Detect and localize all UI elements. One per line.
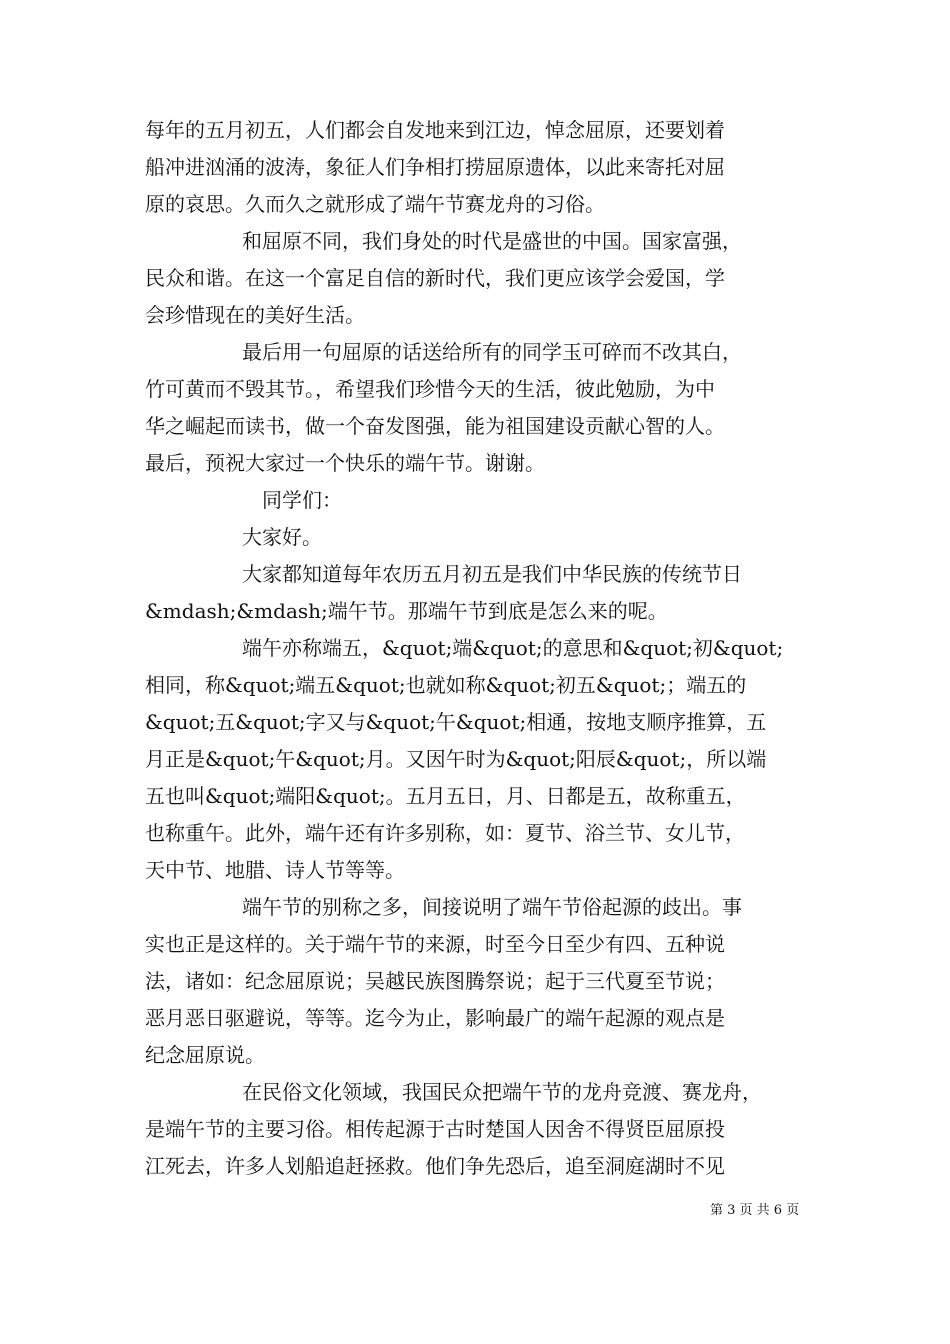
text-line: 恶月恶日驱避说，等等。迄今为止，影响最广的端午起源的观点是: [145, 1006, 725, 1030]
text-line: 最后用一句屈原的话送给所有的同学玉可碎而不改其白，: [242, 340, 742, 364]
text-line: 竹可黄而不毁其节。，希望我们珍惜今天的生活，彼此勉励，为中: [145, 377, 715, 401]
text-line: 端午亦称端五，&quot;端&quot;的意思和&quot;初&quot;: [242, 636, 784, 660]
text-line: 法，诸如：纪念屈原说；吴越民族图腾祭说；起于三代夏至节说；: [145, 969, 725, 993]
text-line: &quot;五&quot;字又与&quot;午&quot;相通，按地支顺序推算，五: [145, 710, 767, 734]
text-line: 和屈原不同，我们身处的时代是盛世的中国。国家富强，: [242, 229, 742, 253]
text-line: 实也正是这样的。关于端午节的来源，时至今日至少有四、五种说: [145, 932, 725, 956]
text-line: 在民俗文化领域，我国民众把端午节的龙舟竞渡、赛龙舟，: [242, 1080, 762, 1104]
text-line: 民众和谐。在这一个富足自信的新时代，我们更应该学会爱国，学: [145, 266, 725, 290]
text-line: 也称重午。此外，端午还有许多别称，如：夏节、浴兰节、女儿节，: [145, 821, 745, 845]
text-line: &mdash;&mdash;端午节。那端午节到底是怎么来的呢。: [145, 599, 668, 623]
text-line: 江死去，许多人划船追赶拯救。他们争先恐后，追至洞庭湖时不见: [145, 1154, 725, 1178]
text-line: 端午节的别称之多，间接说明了端午节俗起源的歧出。事: [242, 895, 742, 919]
text-line: 五也叫&quot;端阳&quot;。五月五日，月、日都是五，故称重五，: [145, 784, 746, 808]
document-body: [145, 112, 825, 1185]
page-number: 第 3 页 共 6 页: [710, 1203, 800, 1218]
text-line: 最后，预祝大家过一个快乐的端午节。谢谢。: [145, 451, 545, 475]
text-line: 是端午节的主要习俗。相传起源于古时楚国人因舍不得贤臣屈原投: [145, 1117, 725, 1141]
text-line: 会珍惜现在的美好生活。: [145, 303, 365, 327]
text-line: 华之崛起而读书，做一个奋发图强，能为祖国建设贡献心智的人。: [145, 414, 725, 438]
text-line: 每年的五月初五，人们都会自发地来到江边，悼念屈原，还要划着: [145, 118, 725, 142]
text-line: 大家都知道每年农历五月初五是我们中华民族的传统节日: [242, 562, 742, 586]
text-line: 原的哀思。久而久之就形成了端午节赛龙舟的习俗。: [145, 192, 605, 216]
text-line: 纪念屈原说。: [145, 1043, 265, 1067]
text-line: 同学们：: [262, 488, 342, 512]
text-line: 船冲进汹涌的波涛，象征人们争相打捞屈原遗体，以此来寄托对屈: [145, 155, 725, 179]
text-line: 大家好。: [242, 525, 322, 549]
text-line: 相同，称&quot;端五&quot;也就如称&quot;初五&quot;；端五的: [145, 673, 747, 697]
text-line: 天中节、地腊、诗人节等等。: [145, 858, 405, 882]
text-line: 月正是&quot;午&quot;月。又因午时为&quot;阳辰&quot;，所以端: [145, 747, 767, 771]
